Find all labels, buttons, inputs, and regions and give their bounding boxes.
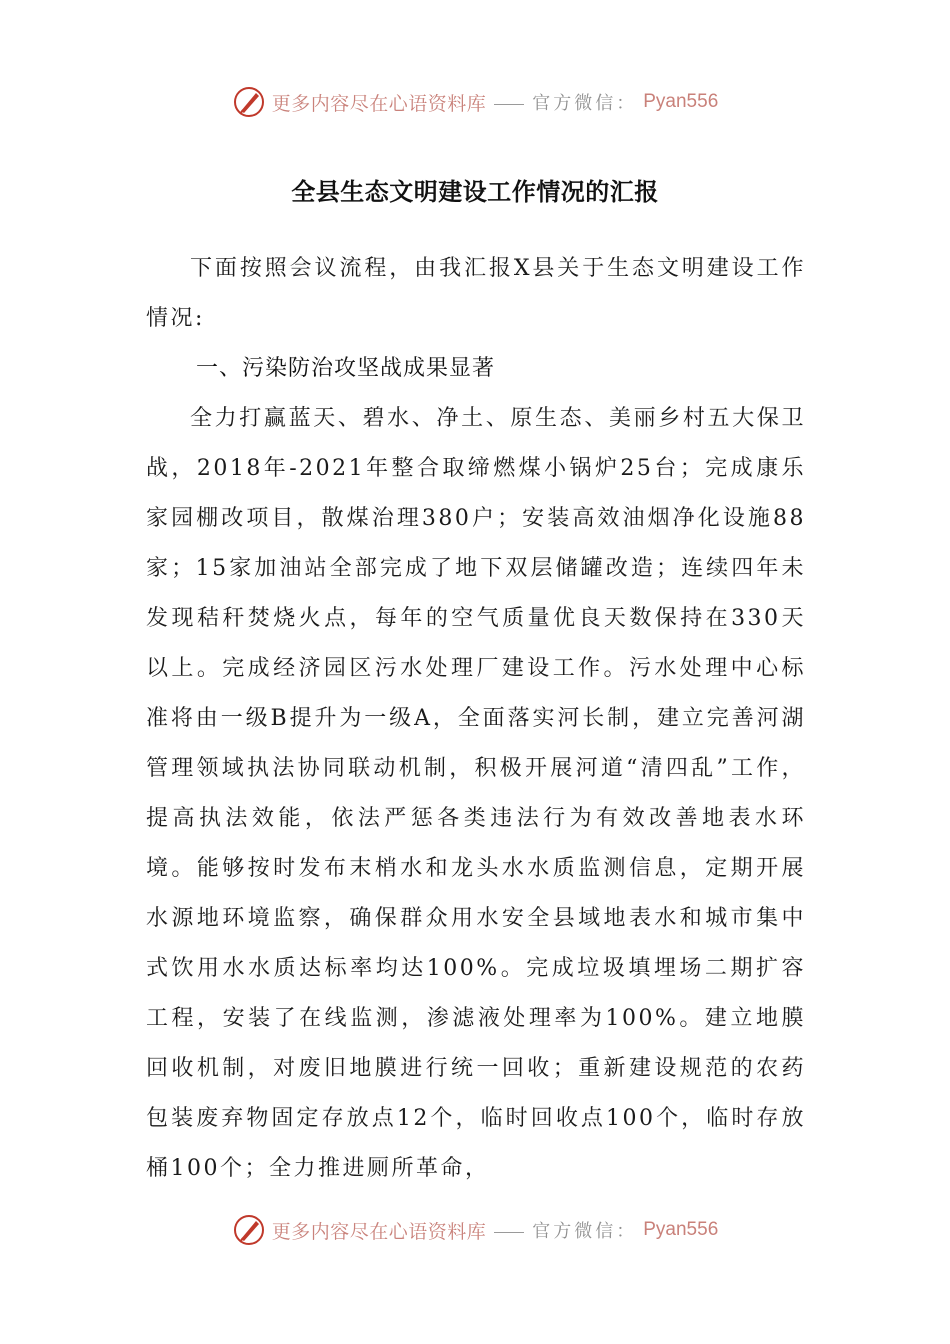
document-body xyxy=(146,244,806,1194)
watermark-header xyxy=(0,82,950,122)
quill-logo-icon xyxy=(232,85,266,119)
section-heading: 一、污染防治攻坚战成果显著 xyxy=(196,356,496,381)
watermark-official-label: 官方微信： xyxy=(532,93,638,114)
intro-paragraph: 下面按照会议流程，由我汇报X县关于生态文明建设工作情况: xyxy=(146,256,806,331)
quill-logo-icon xyxy=(232,1213,266,1247)
watermark-main-text: 更多内容尽在心语资料库 xyxy=(271,92,487,115)
watermark-wechat-id: Pyan556 xyxy=(643,91,719,112)
watermark-divider xyxy=(494,1232,524,1233)
watermark-official-label: 官方微信： xyxy=(532,1221,638,1242)
section-body-paragraph: 全力打赢蓝天、碧水、净土、原生态、美丽乡村五大保卫战，2018年-2021年整合取缔燃煤小锅炉25台；完成康乐家园棚改项目，散煤治理380户；安装高效油烟净化设施88家；15家加油站全部完成了地下双层储罐改造；连续四年未发现秸秆焚烧火点，每年的空气质量优良天数保持在330天以上。完成经济园区污水处理厂建设工作。污水处理中心标准将由一级B提升为一级A，全面落实河长制，建立完善河湖管理领域执法协同联动机制，积极开展河道“清四乱”工作，提高执法效能，依法严惩各类违法行为有效改善地表水环境。能够按时发布末梢水和龙头水水质监测信息，定期开展水源地环境监察，确保群众用水安全县域地表水和城市集中式饮用水水质达标率均达100%。完成垃圾填埋场二期扩容工程，安装了在线监测，渗滤液处理率为100%。建立地膜回收机制，对废旧地膜进行统一回收；重新建设规范的农药包装废弃物固定存放点12个，临时回收点100个，临时存放桶100个；全力推进厕所革命， xyxy=(146,406,806,1181)
watermark-main-text: 更多内容尽在心语资料库 xyxy=(271,1220,487,1243)
watermark-divider xyxy=(494,104,524,105)
watermark-footer xyxy=(0,1210,950,1250)
watermark-wechat-id: Pyan556 xyxy=(643,1219,719,1240)
document-title: 全县生态文明建设工作情况的汇报 xyxy=(291,178,659,206)
